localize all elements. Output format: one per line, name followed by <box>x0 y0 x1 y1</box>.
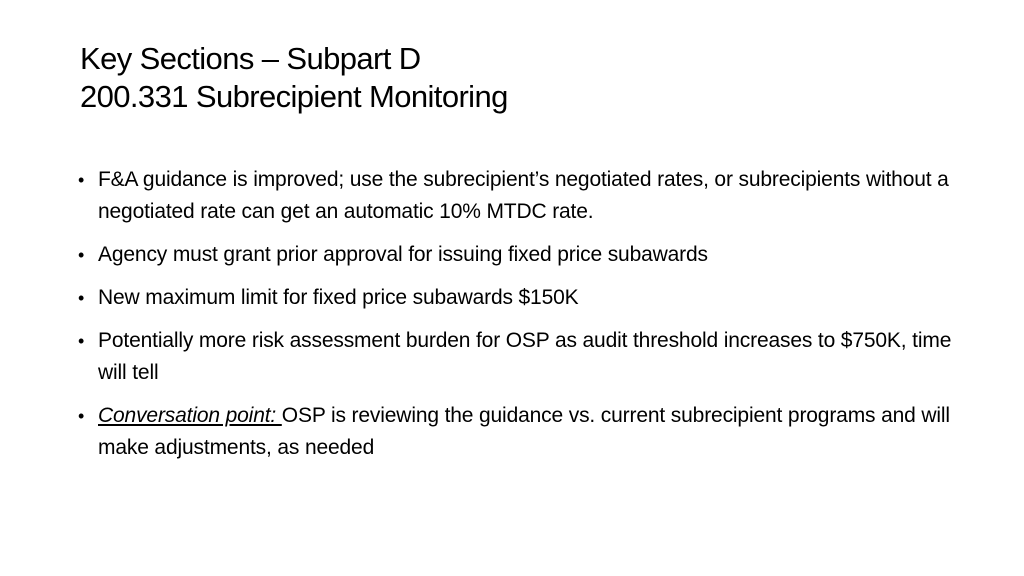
title-line-1: Key Sections – Subpart D <box>80 41 421 76</box>
bullet-icon: • <box>78 245 85 265</box>
bullet-item <box>78 282 958 314</box>
bullet-text: Potentially more risk assessment burden for OSP as audit threshold increases to $750K, time will tell <box>98 329 952 384</box>
bullet-list <box>78 164 958 475</box>
slide-title <box>80 40 960 116</box>
bullet-text: New maximum limit for fixed price subawards $150K <box>98 286 579 309</box>
conversation-point-label: Conversation point: <box>98 404 282 427</box>
title-line-2: 200.331 Subrecipient Monitoring <box>80 79 508 114</box>
bullet-icon: • <box>78 406 85 426</box>
bullet-item <box>78 164 958 228</box>
bullet-icon: • <box>78 170 85 190</box>
bullet-item <box>78 400 958 464</box>
bullet-icon: • <box>78 288 85 308</box>
bullet-text: OSP is reviewing the guidance vs. current subrecipient programs and will make adjustments, as needed <box>98 404 950 459</box>
bullet-text: F&A guidance is improved; use the subrecipient’s negotiated rates, or subrecipients without a negotiated rate can get an automatic 10% MTDC rate. <box>98 168 949 223</box>
bullet-text: Agency must grant prior approval for issuing fixed price subawards <box>98 243 708 266</box>
bullet-item <box>78 239 958 271</box>
bullet-item <box>78 325 958 389</box>
bullet-icon: • <box>78 331 85 351</box>
